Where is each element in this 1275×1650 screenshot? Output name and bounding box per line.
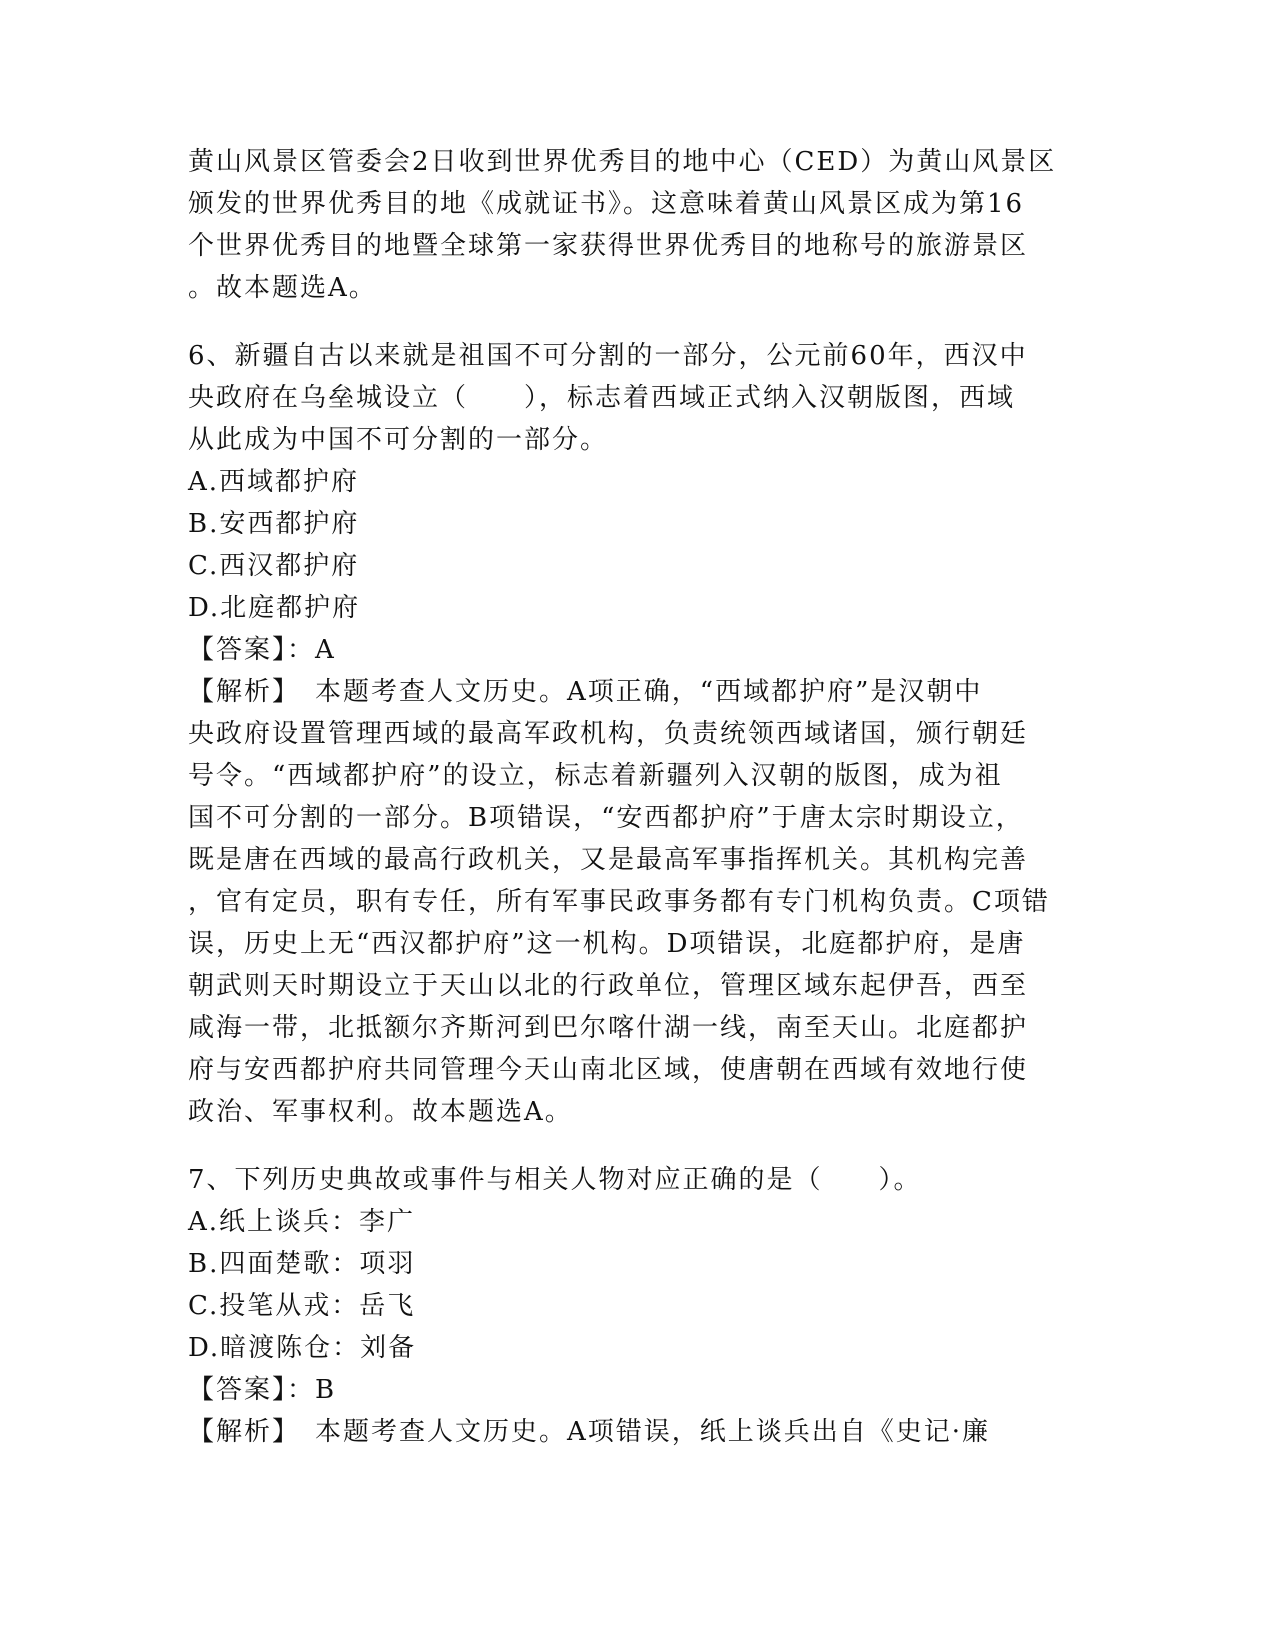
prev-explanation-line: 。故本题选A。 xyxy=(188,273,377,303)
question-6-option-a: A.西域都护府 xyxy=(188,467,360,497)
question-6-explanation-line: 央政府设置管理西域的最高军政机构，负责统领西域诸国，颁行朝廷 xyxy=(188,719,1029,749)
question-6-explanation-line: 既是唐在西域的最高行政机关，又是最高军事指挥机关。其机构完善 xyxy=(188,845,1029,875)
prev-explanation-line: 个世界优秀目的地暨全球第一家获得世界优秀目的地称号的旅游景区 xyxy=(188,231,1029,261)
question-7-option-b: B.四面楚歌：项羽 xyxy=(188,1249,416,1279)
question-6-explanation-line: 政治、军事权利。故本题选A。 xyxy=(188,1097,573,1127)
question-7-answer: 【答案】：B xyxy=(188,1375,337,1405)
prev-explanation-line: 黄山风景区管委会2日收到世界优秀目的地中心（CED）为黄山风景区 xyxy=(188,147,1057,177)
question-7-option-d: D.暗渡陈仓：刘备 xyxy=(188,1333,417,1363)
question-6-explanation-line: 误，历史上无“西汉都护府”这一机构。D项错误，北庭都护府，是唐 xyxy=(188,929,1026,959)
question-6-explanation-line: 咸海一带，北抵额尔齐斯河到巴尔喀什湖一线，南至天山。北庭都护 xyxy=(188,1013,1029,1043)
prev-explanation-line: 颁发的世界优秀目的地《成就证书》。这意味着黄山风景区成为第16 xyxy=(188,189,1025,219)
question-6-answer: 【答案】：A xyxy=(188,635,336,665)
question-6-explanation-line: 国不可分割的一部分。B项错误，“安西都护府”于唐太宗时期设立， xyxy=(188,803,1024,833)
question-6-explanation-line: ，官有定员，职有专任，所有军事民政事务都有专门机构负责。C项错 xyxy=(188,887,1050,917)
question-6-option-b: B.安西都护府 xyxy=(188,509,360,539)
question-7-option-c: C.投笔从戎：岳飞 xyxy=(188,1291,416,1321)
question-6-stem-line: 6、新疆自古以来就是祖国不可分割的一部分，公元前60年，西汉中 xyxy=(188,341,1028,371)
question-6-stem-line: 央政府在乌垒城设立（ ），标志着西域正式纳入汉朝版图，西域 xyxy=(188,383,1016,413)
question-7-explanation-line: 【解析】 本题考查人文历史。A项错误，纸上谈兵出自《史记·廉 xyxy=(188,1417,991,1447)
question-6-explanation-line: 府与安西都护府共同管理今天山南北区域，使唐朝在西域有效地行使 xyxy=(188,1055,1029,1085)
question-6-stem-line: 从此成为中国不可分割的一部分。 xyxy=(188,425,609,455)
question-6-explanation-line: 号令。“西域都护府”的设立，标志着新疆列入汉朝的版图，成为祖 xyxy=(188,761,1003,791)
question-6-option-d: D.北庭都护府 xyxy=(188,593,361,623)
question-6-option-c: C.西汉都护府 xyxy=(188,551,360,581)
question-7-option-a: A.纸上谈兵：李广 xyxy=(188,1207,416,1237)
question-6-explanation-line: 朝武则天时期设立于天山以北的行政单位，管理区域东起伊吾，西至 xyxy=(188,971,1029,1001)
question-6-explanation-line: 【解析】 本题考查人文历史。A项正确，“西域都护府”是汉朝中 xyxy=(188,677,983,707)
question-7-stem-line: 7、下列历史典故或事件与相关人物对应正确的是（ ）。 xyxy=(188,1165,922,1195)
